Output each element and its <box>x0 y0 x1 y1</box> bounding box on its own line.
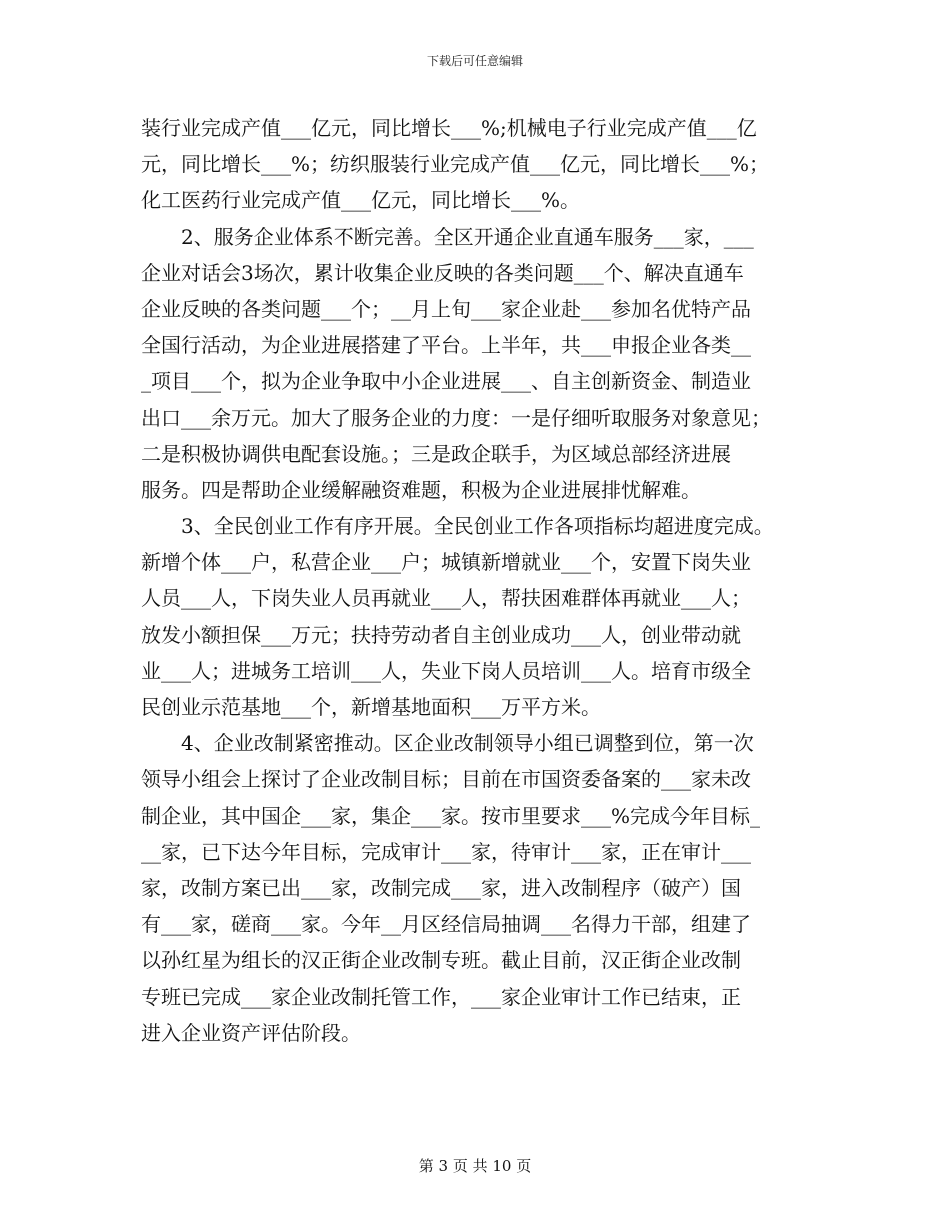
paragraph-3-start: 3、全民创业工作有序开展。全民创业工作各项指标均超进度完成。 <box>181 514 774 539</box>
text-line: 民创业示范基地___个，新增基地面积___万平方米。 <box>141 695 601 719</box>
text-line: 领导小组会上探讨了企业改制目标；目前在市国资委备案的___家未改 <box>141 767 751 792</box>
text-line: 化工医药行业完成产值___亿元，同比增长___%。 <box>141 188 581 213</box>
text-line: 进入企业资产评估阶段。 <box>141 1020 361 1045</box>
document-body <box>141 110 821 1051</box>
paragraph-2-start: 2、服务企业体系不断完善。全区开通企业直通车服务___家，___ <box>181 224 754 249</box>
paragraph-4-start: 4、企业改制紧密推动。区企业改制领导小组已调整到位，第一次 <box>181 731 754 756</box>
text-line: 企业反映的各类问题___个；__月上旬___家企业赴___参加名优特产品 <box>141 296 751 321</box>
text-line: 以孙红星为组长的汉正街企业改制专班。截止目前，汉正街企业改制 <box>141 948 741 973</box>
text-line: 全国行活动，为企业进展搭建了平台。上半年，共___申报企业各类__ <box>141 333 751 358</box>
text-line: 出口___余万元。加大了服务企业的力度：一是仔细听取服务对象意见； <box>141 405 771 430</box>
text-line: __家，已下达今年目标，完成审计___家，待审计___家，正在审计___ <box>141 839 751 864</box>
text-line: 业___人；进城务工培训___人，失业下岗人员培训___人。培育市级全 <box>141 658 751 683</box>
text-line: 装行业完成产值___亿元，同比增长___%;机械电子行业完成产值___亿 <box>141 116 757 140</box>
text-line: 专班已完成___家企业改制托管工作，___家企业审计工作已结束，正 <box>141 984 741 1009</box>
text-line: 元，同比增长___%；纺织服装行业完成产值___亿元，同比增长___%； <box>141 152 770 177</box>
text-line: 新增个体___户，私营企业___户；城镇新增就业___个，安置下岗失业 <box>141 550 751 575</box>
page-header-note: 下载后可任意编辑 <box>426 54 523 68</box>
text-line: _项目___个，拟为企业争取中小企业进展___、自主创新资金、制造业 <box>141 369 751 394</box>
text-line: 二是积极协调供电配套设施。；三是政企联手，为区域总部经济进展 <box>141 441 731 466</box>
text-line: 家，改制方案已出___家，改制完成___家，进入改制程序（破产）国 <box>141 875 741 900</box>
text-line: 制企业，其中国企___家，集企___家。按市里要求___%完成今年目标_ <box>141 803 761 828</box>
text-line: 放发小额担保___万元；扶持劳动者自主创业成功___人，创业带动就 <box>141 622 741 647</box>
text-line: 服务。四是帮助企业缓解融资难题，积极为企业进展排忧解难。 <box>141 477 701 502</box>
text-line: 有___家，磋商___家。今年__月区经信局抽调___名得力干部，组建了 <box>141 912 751 937</box>
text-line: 人员___人，下岗失业人员再就业___人，帮扶困难群体再就业___人； <box>141 586 751 611</box>
text-line: 企业对话会3场次，累计收集企业反映的各类问题___个、解决直通车 <box>141 260 744 285</box>
page-number: 第 3 页 共 10 页 <box>418 1157 532 1175</box>
